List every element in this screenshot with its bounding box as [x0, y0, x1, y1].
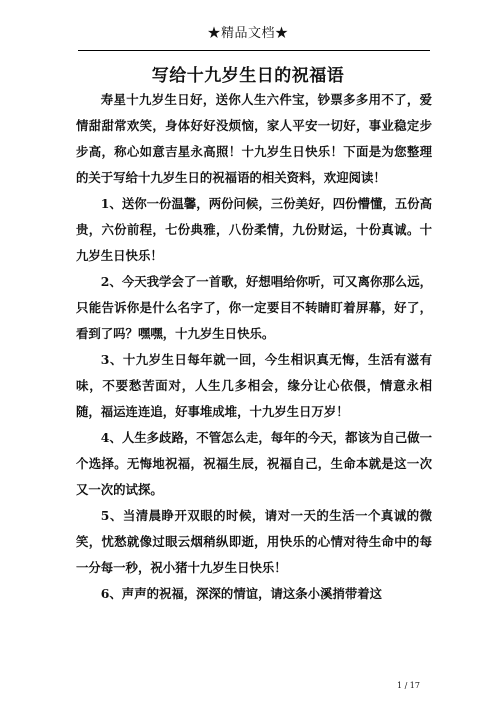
header-divider [78, 50, 430, 51]
page-header: ★精品文档★ [207, 26, 289, 41]
paragraph-2: 2、今天我学会了一首歌，好想唱给你听，可又离你那么远，只能告诉你是什么名字了，你一定要目不转睛盯着屏幕，好了，看到了吗？嘿嘿，十九岁生日快乐。 [76, 274, 432, 341]
paragraph-4: 4、人生多歧路，不管怎么走，每年的今天，都该为自己做一个选择。无悔地祝福，祝福生辰，祝福自己，生命本就是这一次又一次的试探。 [76, 430, 432, 497]
document-title: 写给十九岁生日的祝福语 [151, 66, 345, 86]
paragraph-1: 1、送你一份温馨，两份问候，三份美好，四份懵懂，五份高贵，六份前程，七份典雅，八份柔情，九份财运，十份真诚。十九岁生日快乐！ [76, 196, 432, 263]
paragraph-intro: 寿星十九岁生日好，送你人生六件宝，钞票多多用不了，爱情甜甜常欢笑，身体好好没烦恼，家人平安一切好，事业稳定步步高，称心如意吉星永高照！十九岁生日快乐！下面是为您整理的关于写给十九岁生日的祝福语的相关资料，欢迎阅读！ [76, 92, 432, 185]
paragraph-5: 5、当清晨睁开双眼的时候，请对一天的生活一个真诚的微笑，忧愁就像过眼云烟稍纵即逝，用快乐的心情对待生命中的每一分每一秒，祝小猪十九岁生日快乐！ [76, 508, 432, 575]
page-number: 1 / 17 [396, 681, 420, 690]
document-body [76, 87, 432, 607]
paragraph-3: 3、十九岁生日每年就一回，今生相识真无悔，生活有滋有味，不要愁苦面对，人生几多相会，缘分让心依偎，情意永相随，福运连连追，好事堆成堆，十九岁生日万岁！ [76, 352, 432, 419]
paragraph-6: 6、声声的祝福，深深的情谊，请这条小溪捎带着这 [100, 586, 383, 601]
